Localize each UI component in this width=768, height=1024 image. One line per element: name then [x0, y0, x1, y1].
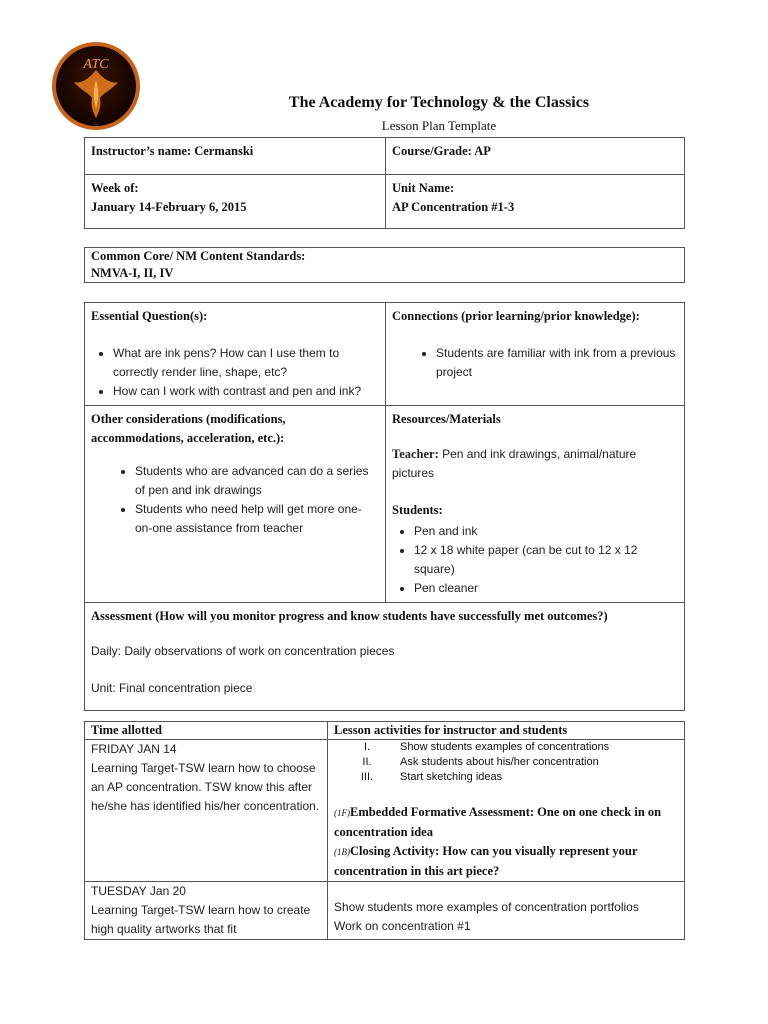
other-list	[91, 462, 379, 538]
activity-steps	[334, 740, 678, 785]
connections-cell	[386, 303, 685, 406]
standards-table	[84, 247, 685, 283]
assessment-daily: Daily: Daily observations of work on concentration pieces	[91, 644, 395, 658]
list-item: • What are ink pens? How can I use them to correctly render line, shape, etc?	[113, 344, 379, 382]
assessment-cell	[85, 603, 685, 711]
course-grade: Course/Grade: AP	[386, 138, 685, 175]
other-label: Other considerations (modifications, accommodations, acceleration, etc.):	[91, 412, 286, 445]
list-item: • Pen and ink	[414, 522, 678, 541]
teacher-resources	[392, 445, 678, 483]
teacher-value: Pen and ink drawings, animal/nature pictures	[392, 447, 637, 480]
students-label: Students:	[392, 503, 443, 517]
list-item: • Students who are advanced can do a series of pen and ink drawings	[135, 462, 379, 500]
friday-activities-cell	[328, 740, 685, 882]
list-item: • How can I work with contrast and pen and ink?	[113, 382, 379, 401]
list-item: II. Ask students about his/her concentration	[362, 756, 599, 768]
list-item: • 12 x 18 white paper (can be cut to 12 x 12 square)	[414, 541, 678, 579]
list-item: I. Show students examples of concentrations	[363, 741, 610, 753]
tuesday-activities-cell	[328, 882, 685, 940]
standards-cell	[85, 248, 685, 283]
unit-value: AP Concentration #1-3	[392, 200, 515, 214]
activity-line: Show students more examples of concentration portfolios	[334, 900, 639, 914]
day-label: TUESDAY Jan 20	[91, 884, 186, 898]
learning-target: Learning Target-TSW learn how to choose an AP concentration. TSW know this after he/she has identified his/her concentration.	[91, 761, 320, 813]
tuesday-time-cell	[85, 882, 328, 940]
learning-target: Learning Target-TSW learn how to create high quality artworks that fit	[91, 903, 311, 936]
instructor-name: Instructor’s name: Cermanski	[85, 138, 386, 175]
closing-activity: (1B)Closing Activity: How can you visually represent your concentration in this art piece?	[334, 844, 638, 878]
day-label: FRIDAY JAN 14	[91, 742, 177, 756]
time-allotted-header: Time allotted	[85, 722, 328, 740]
other-considerations-cell	[85, 406, 386, 603]
friday-time-cell	[85, 740, 328, 882]
week-of-cell	[85, 175, 386, 229]
connections-list	[392, 344, 678, 382]
planning-table	[84, 302, 685, 711]
resources-cell	[386, 406, 685, 603]
activities-header: Lesson activities for instructor and students	[328, 722, 685, 740]
unit-label: Unit Name:	[392, 181, 455, 195]
svg-text:ATC: ATC	[83, 57, 109, 72]
essential-questions-cell	[85, 303, 386, 406]
resources-label: Resources/Materials	[392, 412, 501, 426]
embedded-assessment: (1F)Embedded Formative Assessment: One on one check in on concentration idea	[334, 805, 662, 839]
student-materials-list	[392, 522, 678, 598]
essential-label: Essential Question(s):	[91, 309, 208, 323]
week-value: January 14-February 6, 2015	[91, 200, 247, 214]
list-item: • Students who need help will get more one-on-one assistance from teacher	[135, 500, 379, 538]
activity-line: Work on concentration #1	[334, 919, 471, 933]
connections-label: Connections (prior learning/prior knowledge):	[392, 309, 640, 323]
unit-name-cell	[386, 175, 685, 229]
list-item: • Pen cleaner	[414, 579, 678, 598]
list-item: • Students are familiar with ink from a previous project	[436, 344, 678, 382]
info-table	[84, 137, 685, 229]
week-label: Week of:	[91, 181, 139, 195]
template-subtitle: Lesson Plan Template	[381, 118, 497, 133]
schedule-table	[84, 721, 685, 940]
school-title: The Academy for Technology & the Classics	[288, 94, 590, 111]
essential-list	[91, 344, 379, 401]
assessment-unit: Unit: Final concentration piece	[91, 681, 253, 695]
assessment-label: Assessment (How will you monitor progress and know students have successfully met outcomes?)	[91, 609, 608, 623]
standards-label: Common Core/ NM Content Standards:	[91, 249, 306, 263]
teacher-label: Teacher:	[392, 447, 439, 461]
list-item: III. Start sketching ideas	[360, 771, 503, 783]
standards-value: NMVA-I, II, IV	[91, 266, 174, 280]
